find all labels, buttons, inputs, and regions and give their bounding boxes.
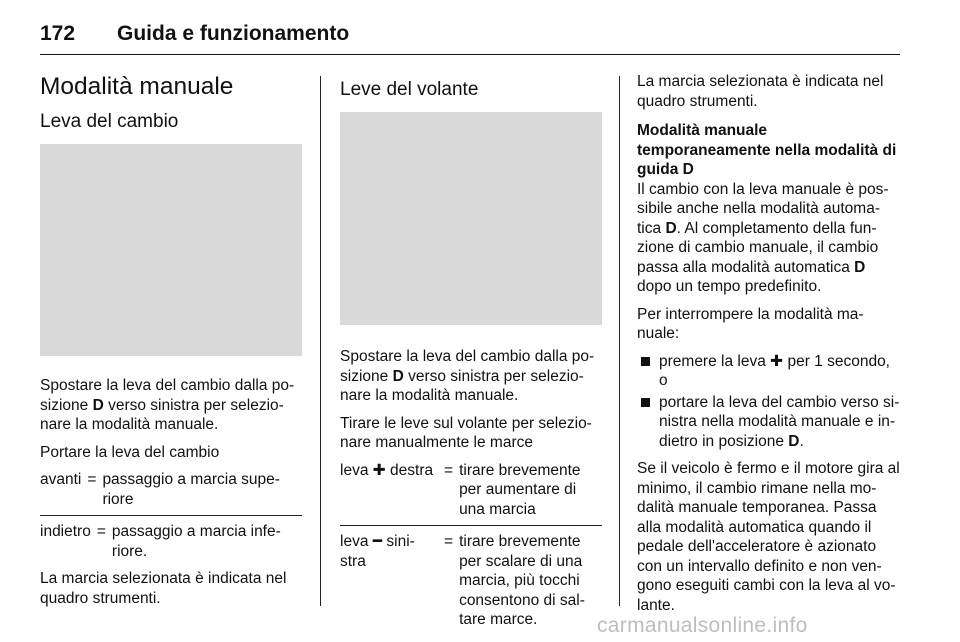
plus-icon: ✚: [372, 461, 386, 479]
square-bullet-icon: [641, 357, 650, 366]
definition-separator: [340, 525, 602, 526]
definition-term: indietro: [40, 523, 91, 540]
minus-icon: ━: [372, 533, 383, 550]
gear-lever-illustration: [40, 144, 302, 356]
definition-equals: =: [87, 471, 97, 488]
definition-term: leva ✚ destra: [340, 461, 434, 479]
definition-term: leva ━ sini-stra: [340, 533, 415, 570]
definition-term: avanti: [40, 471, 82, 488]
section-heading: Modalità manuale: [40, 73, 234, 100]
paragraph: Portare la leva del cambio: [40, 443, 220, 461]
paragraph: Spostare la leva del cambio dalla po-sizione D verso sinistra per selezio-nare la modalità manuale.: [40, 377, 295, 433]
definition-row: [40, 470, 302, 509]
bullet-list: [637, 352, 902, 452]
definition-description: tirare brevemente per aumentare di una marcia: [459, 461, 581, 518]
paragraph: La marcia selezionata è indicata nel quadro strumenti.: [40, 570, 287, 607]
paragraph: Se il veicolo è fermo e il motore gira al minimo, il cambio rimane nella mo-dalità manuale temporanea. Passa alla modalità automatica quando il pedale dell'acceleratore è azionato con un intervallo definito e non ven-gono eseguiti cambi con la leva al vo-lante.: [637, 460, 900, 614]
definition-row: [340, 461, 602, 520]
subsection-heading: Leve del volante: [340, 79, 479, 100]
paragraph: Tirare le leve sul volante per selezio-nare manualmente le marce: [340, 414, 592, 451]
definition-description: tirare brevemente per scalare di una marcia, più tocchi consentono di sal-tare marce.: [459, 533, 585, 628]
list-item: premere la leva ✚ per 1 secondo, o: [637, 352, 902, 391]
column-3: [637, 72, 902, 623]
definition-list: [40, 470, 302, 561]
watermark: carmanualsonline.info: [597, 614, 808, 637]
subsection-heading: Leva del cambio: [40, 111, 179, 132]
paragraph: Spostare la leva del cambio dalla po-sizione D verso sinistra per selezio-nare la modalità manuale.: [340, 348, 595, 404]
definition-row: [40, 522, 302, 561]
column-divider: [619, 76, 620, 606]
column-divider: [320, 76, 321, 606]
column-1: [40, 72, 302, 616]
paragraph: Il cambio con la leva manuale è pos-sibile anche nella modalità automa-tica D. Al completamento della fun-zione di cambio manuale, il cambio passa alla modalità automatica D dopo un tempo predefinito.: [637, 180, 889, 295]
definition-description: passaggio a marcia supe-riore: [102, 471, 280, 508]
definition-row: [340, 532, 602, 630]
definition-list: [340, 461, 602, 630]
plus-icon: ✚: [770, 352, 784, 370]
definition-equals: =: [444, 533, 454, 550]
definition-equals: =: [96, 523, 106, 540]
list-item: portare la leva del cambio verso si-nistra nella modalità manuale e in-dietro in posizione D.: [637, 393, 902, 452]
steering-wheel-paddles-illustration: [340, 112, 602, 325]
subsection-heading: Modalità manuale temporaneamente nella modalità di guida D: [637, 122, 897, 178]
square-bullet-icon: [641, 398, 650, 407]
definition-description: passaggio a marcia infe-riore.: [111, 523, 281, 560]
definition-separator: [40, 515, 302, 516]
paragraph: Per interrompere la modalità ma-nuale:: [637, 305, 864, 342]
page-header: [40, 14, 900, 55]
definition-equals: =: [444, 461, 454, 479]
column-2: [340, 72, 602, 638]
page-number: 172: [40, 22, 76, 45]
running-title: Guida e funzionamento: [117, 22, 350, 45]
paragraph: La marcia selezionata è indicata nel quadro strumenti.: [637, 73, 884, 110]
